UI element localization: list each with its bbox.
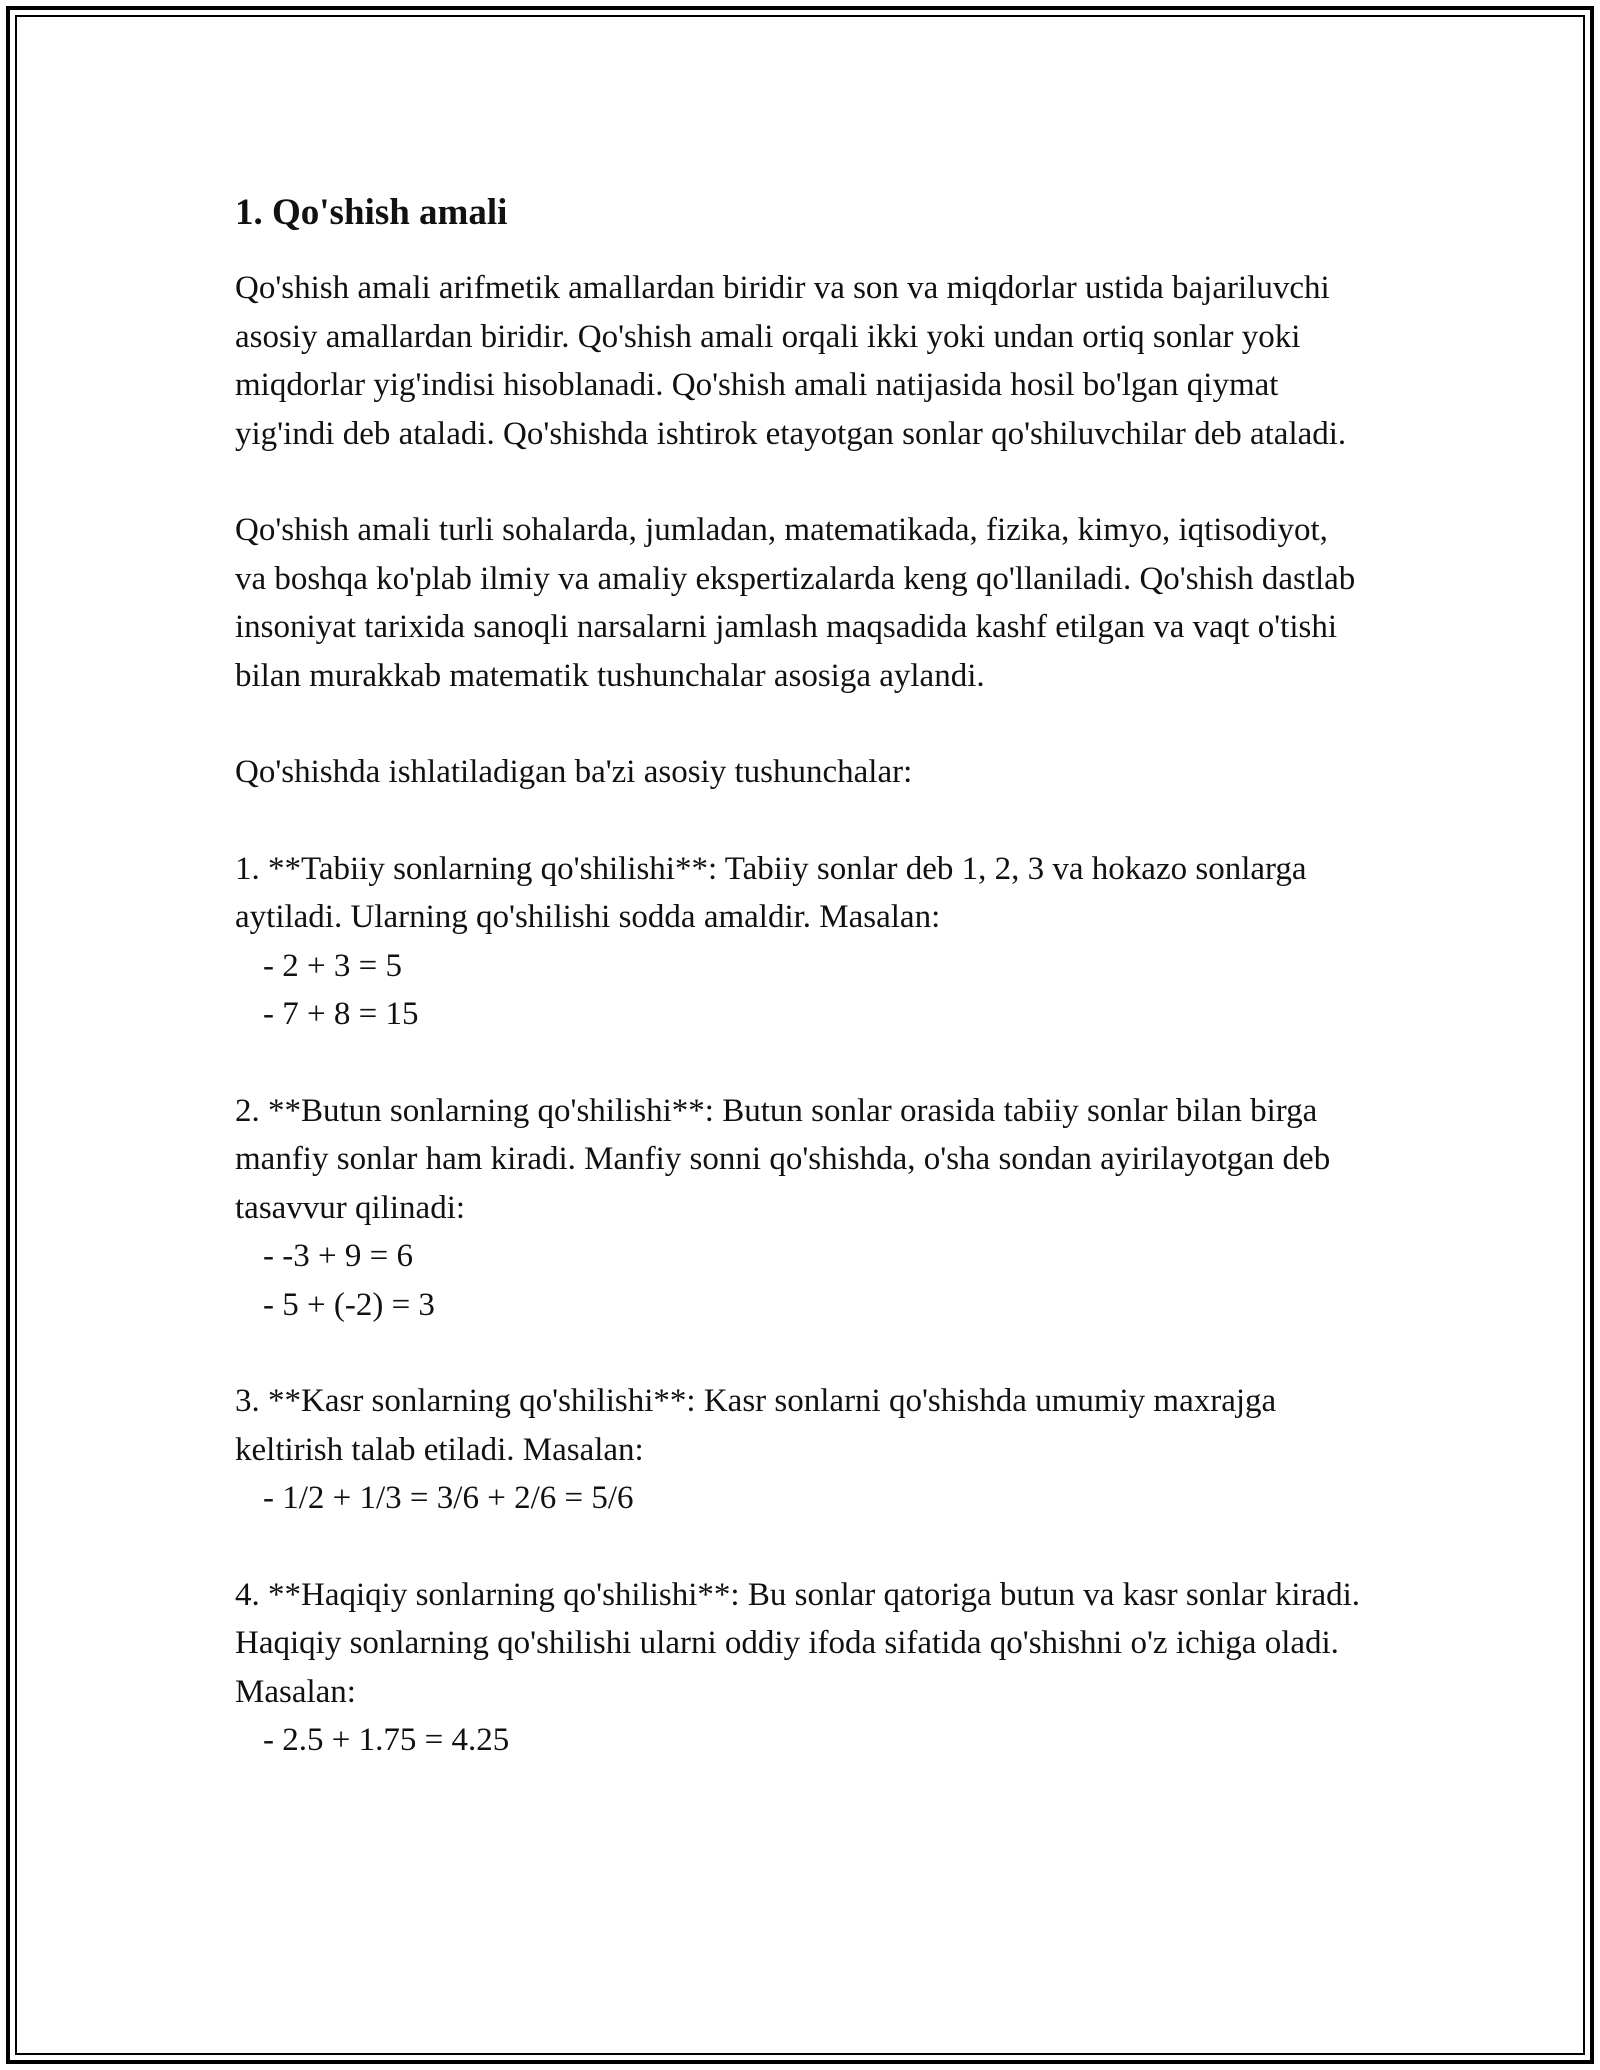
paragraph-intro: Qo'shish amali arifmetik amallardan biridir va son va miqdorlar ustida bajariluvchi asosiy amallardan biridir. Qo'shish amali orqali ikki yoki undan ortiq sonlar yoki miqdorlar yig'indisi hisoblanadi. Qo'shish amali natijasida hosil bo'lgan qiymat yig'indi deb ataladi. Qo'shishda ishtirok etayotgan sonlar qo'shiluvchilar deb ataladi. <box>235 270 1347 452</box>
list-item <box>235 845 1365 1039</box>
example-line: - 2.5 + 1.75 = 4.25 <box>263 1722 510 1758</box>
paragraph-applications: Qo'shish amali turli sohalarda, jumladan, matematikada, fizika, kimyo, iqtisodiyot, va boshqa ko'plab ilmiy va amaliy ekspertizalarda keng qo'llaniladi. Qo'shish dastlab insoniyat tarixida sanoqli narsalarni jamlash maqsadida kashf etilgan va vaqt o'tishi bilan murakkab matematik tushunchalar asosiga aylandi. <box>235 512 1356 694</box>
list-item-text: 4. **Haqiqiy sonlarning qo'shilishi**: Bu sonlar qatoriga butun va kasr sonlar kiradi. Haqiqiy sonlarning qo'shilishi ularni oddiy ifoda sifatida qo'shishni o'z ichiga oladi. Masalan: <box>235 1576 1361 1710</box>
document-body <box>235 184 1365 1813</box>
list-item-text: 2. **Butun sonlarning qo'shilishi**: Butun sonlar orasida tabiiy sonlar bilan birga manfiy sonlar ham kiradi. Manfiy sonni qo'shishda, o'sha sondan ayirilayotgan deb tasavvur qilinadi: <box>235 1092 1331 1226</box>
page-title: 1. Qo'shish amali <box>235 192 508 233</box>
list-item-text: 3. **Kasr sonlarning qo'shilishi**: Kasr sonlarni qo'shishda umumiy maxrajga keltirish talab etiladi. Masalan: <box>235 1383 1277 1468</box>
paragraph-concepts-lead: Qo'shishda ishlatiladigan ba'zi asosiy tushunchalar: <box>235 754 913 790</box>
list-item <box>235 1377 1365 1523</box>
list-item <box>235 1087 1365 1330</box>
example-line: - -3 + 9 = 6 <box>263 1238 413 1274</box>
example-line: - 1/2 + 1/3 = 3/6 + 2/6 = 5/6 <box>263 1480 634 1516</box>
example-line: - 7 + 8 = 15 <box>263 996 419 1032</box>
list-item <box>235 1571 1365 1765</box>
list-item-text: 1. **Tabiiy sonlarning qo'shilishi**: Tabiiy sonlar deb 1, 2, 3 va hokazo sonlarga aytiladi. Ularning qo'shilishi sodda amaldir. Masalan: <box>235 850 1307 935</box>
example-line: - 5 + (-2) = 3 <box>263 1286 435 1323</box>
example-line: - 2 + 3 = 5 <box>263 947 402 984</box>
